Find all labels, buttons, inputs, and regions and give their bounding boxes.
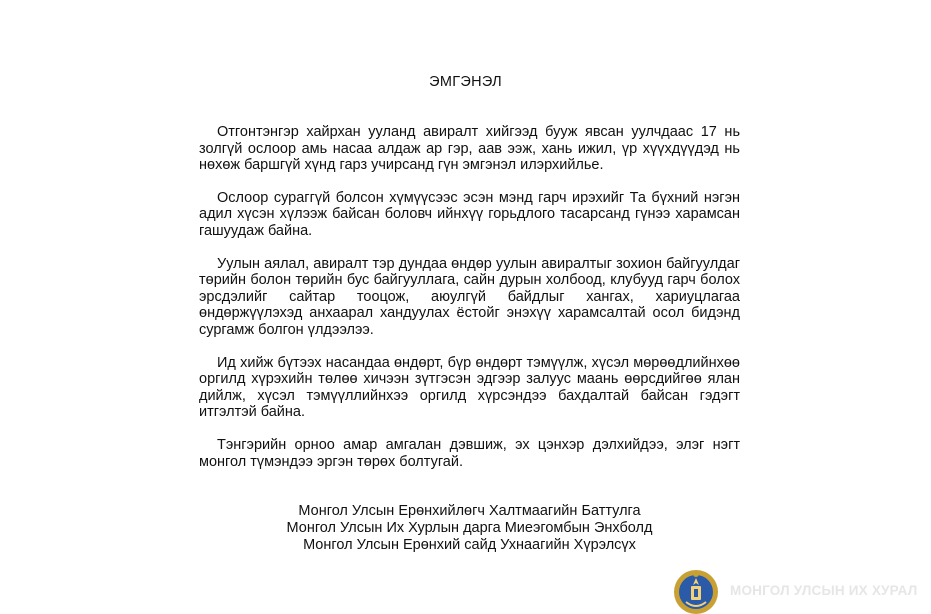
signature-president: Монгол Улсын Ерөнхийлөгч Халтмаагийн Баттулга [298,503,641,519]
signature-parliament-chairman: Монгол Улсын Их Хурлын дарга Миеэгомбын Энхболд [286,520,653,536]
watermark [672,566,931,614]
paragraph-2: Ослоор сураггүй болсон хүмүүсээс эсэн мэнд гарч ирэхийг Та бүхний нэгэн адил хүсэн хүлээж байсан боловч ийнхүү горьдлого тасарсанд гүнээ харамсан гашуудаж байна. [199,189,740,239]
watermark-text: МОНГОЛ УЛСЫН ИХ ХУРАЛ [730,583,918,598]
paragraph-5: Тэнгэрийн орноо амар амгалан дэвшиж, эх цэнхэр дэлхийдээ, элэг нэгт монгол түмэндээ эргэн төрөх болтугай. [199,436,740,470]
signature-prime-minister: Монгол Улсын Ерөнхий сайд Ухнаагийн Хүрэлсүх [303,537,636,553]
document-title: ЭМГЭНЭЛ [429,74,502,90]
paragraph-1: Отгонтэнгэр хайрхан ууланд авиралт хийгээд бууж явсан уулчдаас 17 нь золгүй ослоор амь насаа алдаж ар гэр, аав ээж, хань ижил, үр хүүхдүүдэд нь нөхөж баршгүй хүнд гарз учирсанд гүн эмгэнэл илэрхийлье. [199,124,740,174]
document-body [199,124,740,486]
signature-block [199,503,740,554]
state-emblem-icon [672,566,720,614]
paragraph-3: Уулын аялал, авиралт тэр дундаа өндөр уулын авиралтыг зохион байгуулдаг төрийн болон төрийн бус байгууллага, сайн дурын холбоод, клубууд гарч болох эрсдэлийг сайтар тооцож, аюулгүй байдлыг хангах, хариуцлагаа өндөржүүлэхэд анхаарал хандуулах ёстойг энэхүү харамсалтай осол бидэнд сургамж болгон үлдээлээ. [199,255,740,338]
paragraph-4: Ид хийж бүтээх насандаа өндөрт, бүр өндөрт тэмүүлж, хүсэл мөрөөдлийнхөө оргилд хүрэхийн төлөө хичээн зүтгэсэн эдгээр залуус маань өөрсдийгөө ялан дийлж, хүсэл тэмүүллийнхээ оргилд хүрсэндээ бахдалтай байсан гэдэгт итгэлтэй байна. [199,354,740,421]
